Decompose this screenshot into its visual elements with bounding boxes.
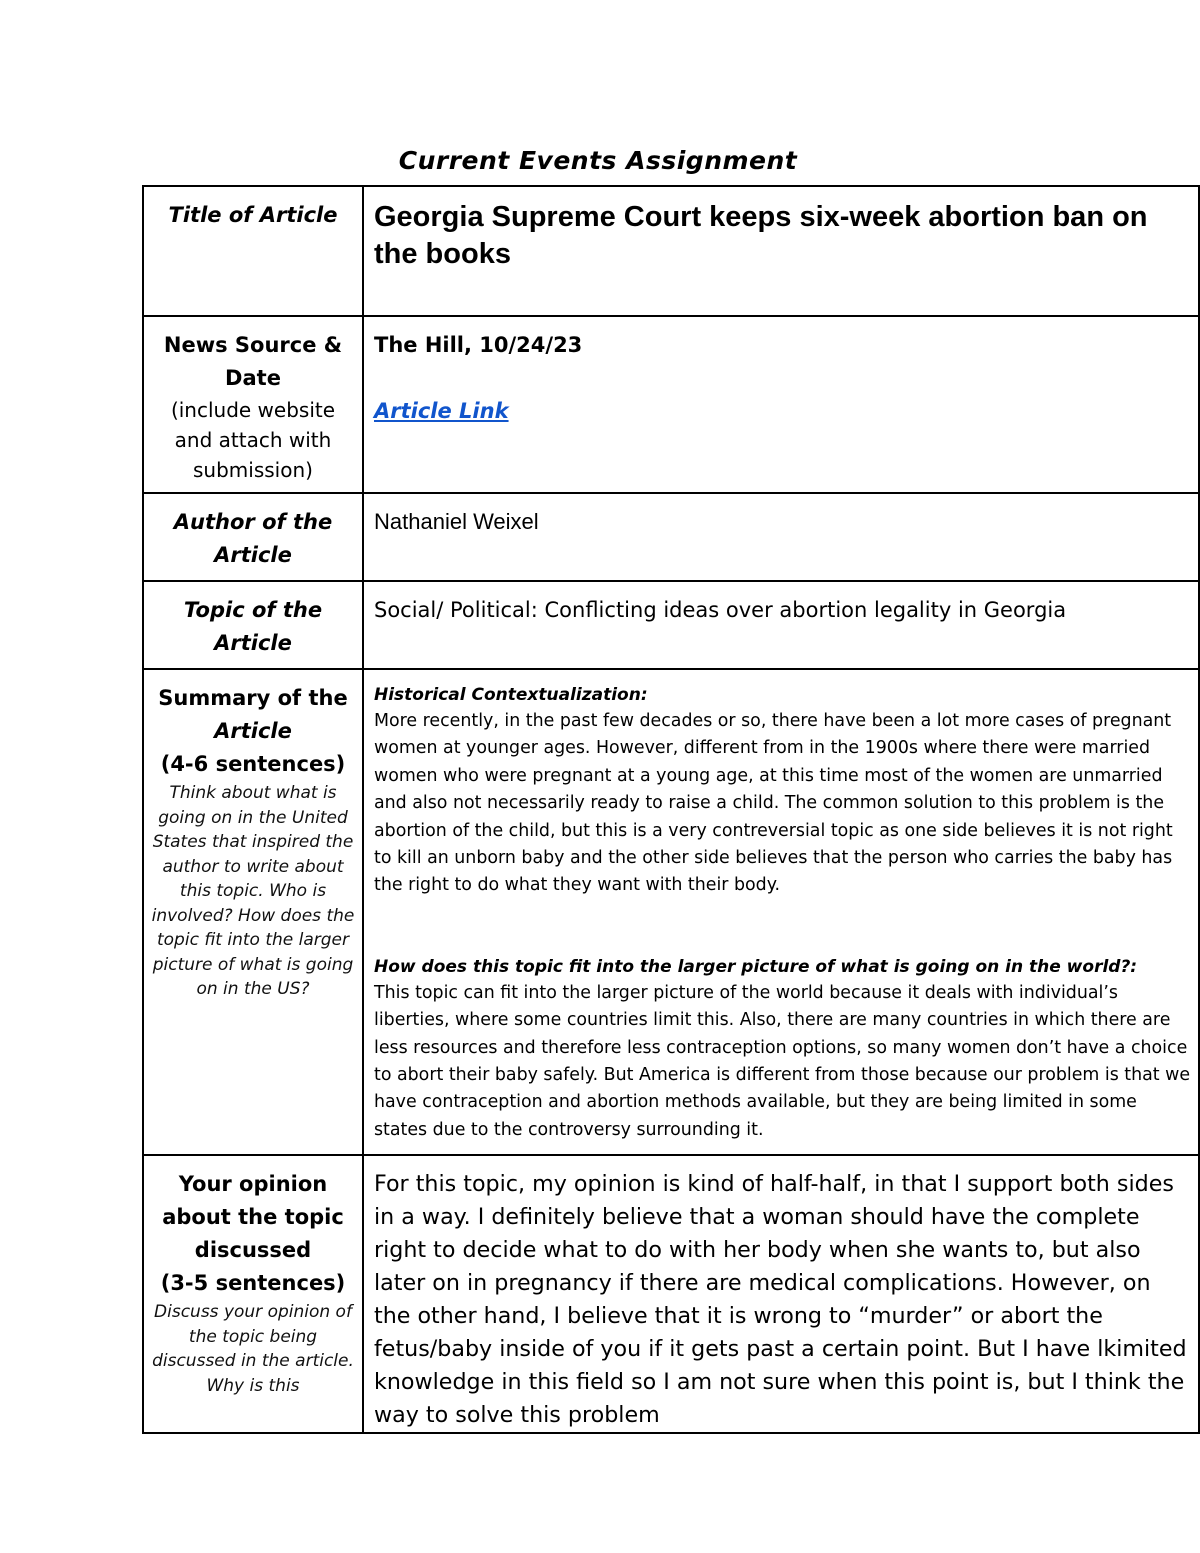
value-author bbox=[363, 493, 1199, 581]
assignment-table bbox=[142, 185, 1200, 1434]
label-text: Title of Article bbox=[168, 203, 338, 227]
value-news-source bbox=[363, 316, 1199, 493]
author-name: Nathaniel Weixel bbox=[374, 509, 539, 534]
label-line: Summary of the bbox=[158, 686, 348, 710]
label-news-source bbox=[143, 316, 363, 493]
row-author bbox=[143, 493, 1199, 581]
label-topic bbox=[143, 581, 363, 669]
label-opinion bbox=[143, 1155, 363, 1433]
label-hint: Think about what is going on in the United States that inspired the author to write about this topic. Who is involved? How does the topic fit into the larger picture of what is going on in the US? bbox=[151, 783, 355, 999]
opinion-text: For this topic, my opinion is kind of half-half, in that I support both sides in a way. I definitely believe that a woman should have the complete right to decide what to do with her body when she wants to, but also later on in pregnancy if there are medical complications. However, on the other hand, I believe that it is wrong to “murder” or abort the fetus/baby inside of you if it gets past a certain point. But I have lkimited knowledge in this field so I am not sure when this point is, but I think the way to solve this problem bbox=[374, 1171, 1187, 1428]
label-line: Topic of the bbox=[183, 598, 323, 622]
label-line: Your opinion bbox=[178, 1172, 328, 1196]
topic-text: Social/ Political: Conflicting ideas over abortion legality in Georgia bbox=[374, 598, 1067, 622]
label-hint: Discuss your opinion of the topic being discussed in the article. Why is this bbox=[152, 1302, 354, 1396]
label-line: Author of the bbox=[173, 510, 333, 534]
label-count: (4-6 sentences) bbox=[160, 752, 346, 776]
value-article-title bbox=[363, 186, 1199, 316]
article-link[interactable]: Article Link bbox=[374, 399, 509, 423]
spacer bbox=[374, 900, 1192, 954]
summary-body-world: This topic can fit into the larger picture of the world because it deals with individual’s liberties, where some countries limit this. Also, there are many countries in which there are less resources and therefore less contraception options, so many women don’t have a choice to abort their baby safely. But America is different from those because our problem is that we have contraception and abortion methods available, but they are being limited in some states due to the controversy surrounding it. bbox=[374, 982, 1191, 1140]
label-title-of-article bbox=[143, 186, 363, 316]
value-opinion bbox=[363, 1155, 1199, 1433]
label-line: discussed bbox=[194, 1238, 312, 1262]
summary-body-historical: More recently, in the past few decades or so, there have been a lot more cases of pregnant women at younger ages. However, different from in the 1900s where there were married women who were pregnant at a young age, at this time most of the women are unmarried and also not necessarily ready to raise a child. The common solution to this problem is the abortion of the child, but this is a very contreversial topic as one side believes it is not right to kill an unborn baby and the other side believes that the person who carries the baby has the right to do what they want with their body. bbox=[374, 711, 1173, 896]
summary-heading-world: How does this topic fit into the larger picture of what is going on in the world?: bbox=[374, 956, 1138, 977]
row-summary bbox=[143, 669, 1199, 1155]
document-title: Current Events Assignment bbox=[398, 146, 798, 175]
row-title bbox=[143, 186, 1199, 316]
row-topic bbox=[143, 581, 1199, 669]
label-line: Article bbox=[214, 719, 292, 743]
row-opinion bbox=[143, 1155, 1199, 1433]
label-summary bbox=[143, 669, 363, 1155]
article-title-text: Georgia Supreme Court keeps six-week abortion ban on the books bbox=[374, 201, 1148, 270]
label-line: Article bbox=[214, 631, 292, 655]
value-summary bbox=[363, 669, 1199, 1155]
label-line: News Source & bbox=[163, 333, 343, 357]
value-topic bbox=[363, 581, 1199, 669]
label-sub: (include website and attach with submission) bbox=[170, 398, 336, 482]
label-line: about the topic bbox=[162, 1205, 344, 1229]
source-and-date: The Hill, 10/24/23 bbox=[374, 333, 583, 357]
label-author bbox=[143, 493, 363, 581]
summary-heading-historical: Historical Contextualization: bbox=[374, 685, 648, 705]
label-line: Article bbox=[214, 543, 292, 567]
row-source bbox=[143, 316, 1199, 493]
label-count: (3-5 sentences) bbox=[160, 1271, 346, 1295]
label-line: Date bbox=[225, 366, 281, 390]
